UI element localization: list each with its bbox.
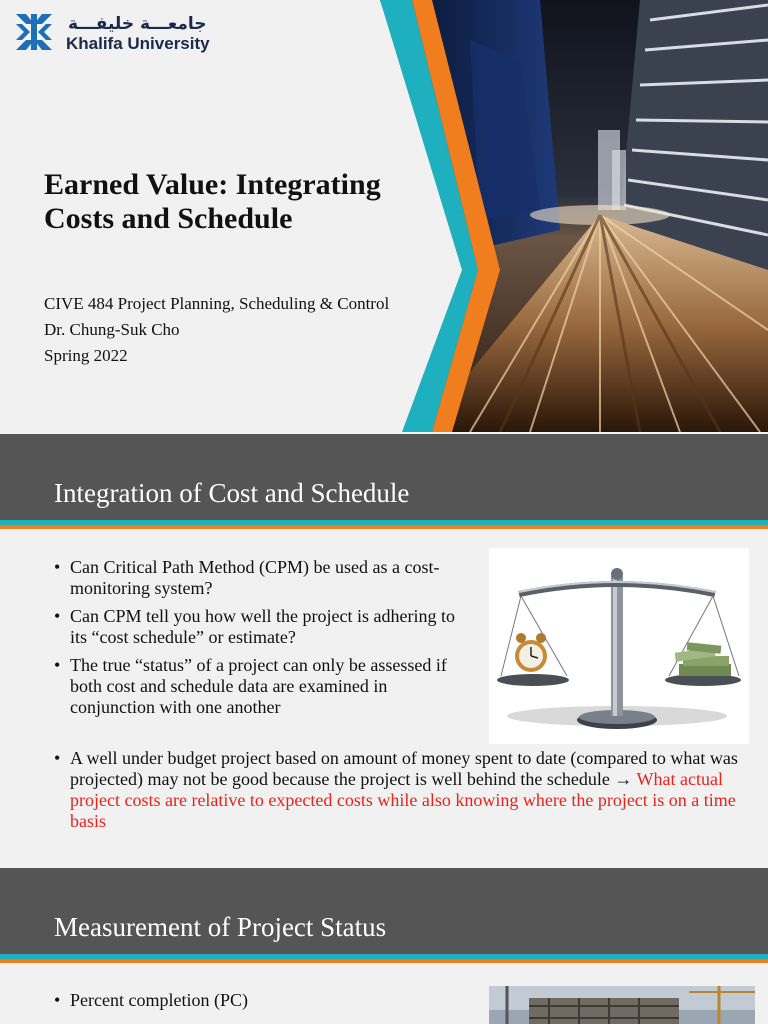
bullet-item: • Can Critical Path Method (CPM) be used as a cost-monitoring system? — [54, 557, 474, 599]
instructor-name: Dr. Chung-Suk Cho — [44, 320, 180, 339]
university-emblem-icon — [12, 10, 56, 54]
bullet-item: • Can CPM tell you how well the project is adhering to its “cost schedule” or estimate? — [54, 606, 474, 648]
project-status-slide — [0, 868, 768, 1024]
arrow-glyph: → — [614, 769, 633, 789]
title-details — [44, 292, 404, 368]
logo-english-text: Khalifa University — [66, 34, 210, 53]
bullet-text: A well under budget project based on amount of money spent to date (compared to what was projected) may not be good because the project is well behind the schedule — [70, 748, 738, 789]
logo-arabic-text: جامعـــة خليفـــة — [68, 14, 207, 34]
slide-title: Integration of Cost and Schedule — [54, 478, 410, 508]
khalifa-university-logo — [12, 10, 212, 56]
title-slide — [0, 0, 768, 432]
bullet-list — [54, 557, 474, 725]
header-band-orange — [0, 959, 768, 963]
slide-title: Measurement of Project Status — [54, 912, 387, 942]
course-name: CIVE 484 Project Planning, Scheduling & Control — [44, 294, 390, 313]
presentation-title: Earned Value: Integrating Costs and Schedule — [44, 168, 381, 235]
integration-slide — [0, 434, 768, 866]
slide-header — [0, 868, 768, 954]
highlighted-text: What actual project costs are relative to expected costs while also knowing where the project is on a time basis — [70, 769, 736, 831]
bullet-item-with-highlight — [54, 748, 744, 832]
bullet-list — [54, 990, 474, 1018]
wide-bullet-list — [54, 748, 744, 839]
slide-header — [0, 434, 768, 520]
construction-site-photo — [489, 986, 755, 1024]
bullet-item: • Percent completion (PC) — [54, 990, 474, 1011]
term: Spring 2022 — [44, 346, 128, 365]
header-band-orange — [0, 525, 768, 529]
bullet-item: • The true “status” of a project can only be assessed if both cost and schedule data are examined in conjunction with one another — [54, 655, 474, 718]
balance-scale-image — [489, 548, 749, 744]
